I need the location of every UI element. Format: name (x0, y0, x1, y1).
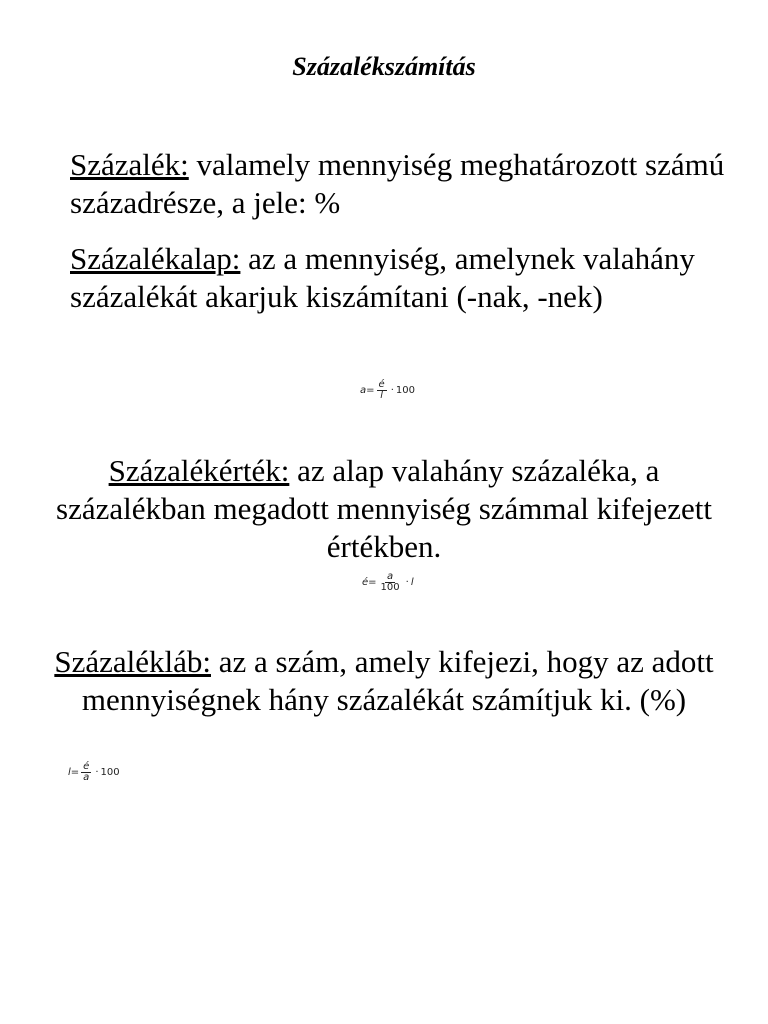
definition-text-szazalek: valamely mennyiség meghatározott számú századrésze, a jele: % (70, 147, 725, 220)
formula-denominator: 100 (380, 582, 400, 593)
formula-rhs: 100 (395, 385, 415, 396)
definition-text-szazalekertek: az alap valahány százaléka, a százalékban megadott mennyiség számmal kifejezett értékben. (56, 453, 712, 564)
formula-equals: = (70, 767, 80, 778)
formula-fraction (81, 762, 91, 783)
formula-fraction (377, 380, 387, 401)
definition-szazalekláb (40, 643, 728, 719)
formula-numerator: é (83, 761, 90, 772)
term-szazalekláb: Százalékláb: (54, 644, 211, 679)
page-title: Százalékszámítás (292, 52, 476, 81)
definition-szazalekalap (70, 240, 730, 316)
formula-numerator: a (387, 571, 394, 582)
formula-ertek (362, 572, 414, 593)
formula-denominator: l (380, 390, 383, 401)
formula-operator: · (95, 767, 99, 778)
formula-operator: · (390, 385, 394, 396)
formula-lhs: a (360, 385, 367, 396)
definition-szazalekertek (40, 452, 728, 566)
term-szazalek: Százalék: (70, 147, 189, 182)
definition-text-szazalekalap: az a mennyiség, amelynek valahány százalékát akarjuk kiszámítani (-nak, -nek) (70, 241, 695, 314)
formula-rhs: l (410, 577, 414, 588)
formula-equals: = (366, 385, 375, 396)
formula-lab (68, 762, 120, 783)
definition-text-szazalekláb: az a szám, amely kifejezi, hogy az adott mennyiségnek hány százalékát számítjuk ki. (%) (81, 644, 714, 717)
term-szazalekertek: Százalékérték: (108, 453, 290, 488)
formula-equals: = (368, 577, 377, 588)
term-szazalekalap: Százalékalap: (70, 241, 241, 276)
formula-lhs: l (68, 767, 71, 778)
formula-denominator: a (83, 772, 90, 783)
formula-alap (360, 380, 415, 401)
formula-operator: · (405, 577, 409, 588)
formula-fraction (379, 572, 402, 593)
definition-szazalek (70, 146, 730, 222)
formula-lhs: é (362, 577, 369, 588)
formula-rhs: 100 (100, 767, 120, 778)
formula-numerator: é (378, 379, 385, 390)
